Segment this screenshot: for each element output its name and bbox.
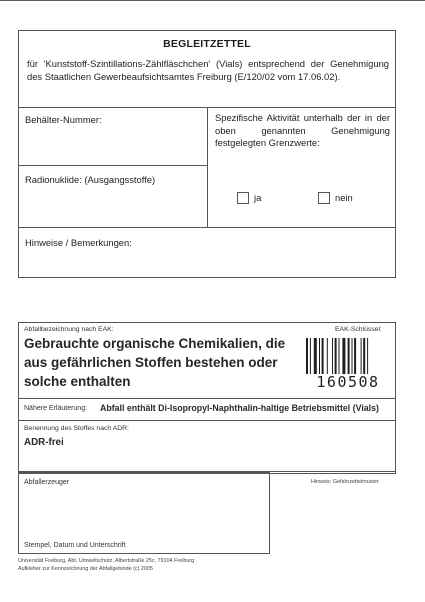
divider: [207, 107, 208, 227]
divider: [19, 227, 395, 228]
checkbox-ja-label: ja: [254, 192, 262, 203]
gefahrzettel-hinweis: Hinweis: Gefahrzettelmuster: [311, 479, 379, 485]
footer-address: Universität Freiburg, Abt. Umweltschutz, Albertstraße 25c, 79104 Freiburg: [18, 558, 195, 564]
adr-text: ADR-frei: [24, 437, 64, 448]
divider: [19, 420, 395, 421]
eak-key-label: EAK-Schlüssel:: [335, 326, 382, 333]
naehere-erlaeuterung-label: Nähere Erläuterung:: [24, 405, 88, 412]
adr-benennung-label: Benennung des Stoffes nach ADR:: [24, 425, 129, 432]
divider: [19, 165, 207, 166]
checkbox-ja[interactable]: [237, 192, 249, 204]
abfallbezeichnung-text: Gebrauchte organische Chemikalien, die aus gefährlichen Stoffen bestehen oder solche enthalten: [24, 336, 286, 389]
checkbox-nein-label: nein: [335, 192, 353, 203]
divider: [19, 398, 395, 399]
naehere-erlaeuterung-text: Abfall enthält Di-Isopropyl-Naphthalin-haltige Betriebsmittel (Vials): [100, 403, 379, 413]
aktivitaet-question: Spezifische Aktivität unterhalb der in der oben genannten Genehmigung festgelegten Grenzwerte:: [215, 112, 390, 149]
barcode-icon: [306, 338, 388, 374]
abfall-label: [18, 322, 396, 474]
eak-code: 160508: [316, 373, 380, 391]
stempel-label: Stempel, Datum und Unterschrift: [24, 542, 126, 549]
checkbox-nein[interactable]: [318, 192, 330, 204]
begleitzettel-title: BEGLEITZETTEL: [163, 38, 251, 50]
begleitzettel-intro: für 'Kunststoff-Szintillations-Zählfläschchen' (Vials) entsprechend der Genehmigung des Staatlichen Gewerbeaufsichtsamtes Freiburg (E/120/02 vom 17.06.02).: [27, 58, 389, 82]
abfallbezeichnung-label: Abfallbezeichnung nach EAK:: [24, 326, 114, 333]
top-border-line: [0, 0, 425, 1]
radionuklide-label: Radionuklide: (Ausgangsstoffe): [25, 174, 156, 185]
abfallerzeuger-box: [18, 472, 270, 554]
hinweise-label: Hinweise / Bemerkungen:: [25, 237, 132, 248]
footer-copyright: Aufkleber zur Kennzeichnung der Abfallgebinde (c) 2005: [18, 566, 153, 572]
begleitzettel-form: [18, 30, 396, 278]
behaelter-nummer-label: Behälter-Nummer:: [25, 114, 102, 125]
abfallerzeuger-label: Abfallerzeuger: [24, 479, 70, 486]
